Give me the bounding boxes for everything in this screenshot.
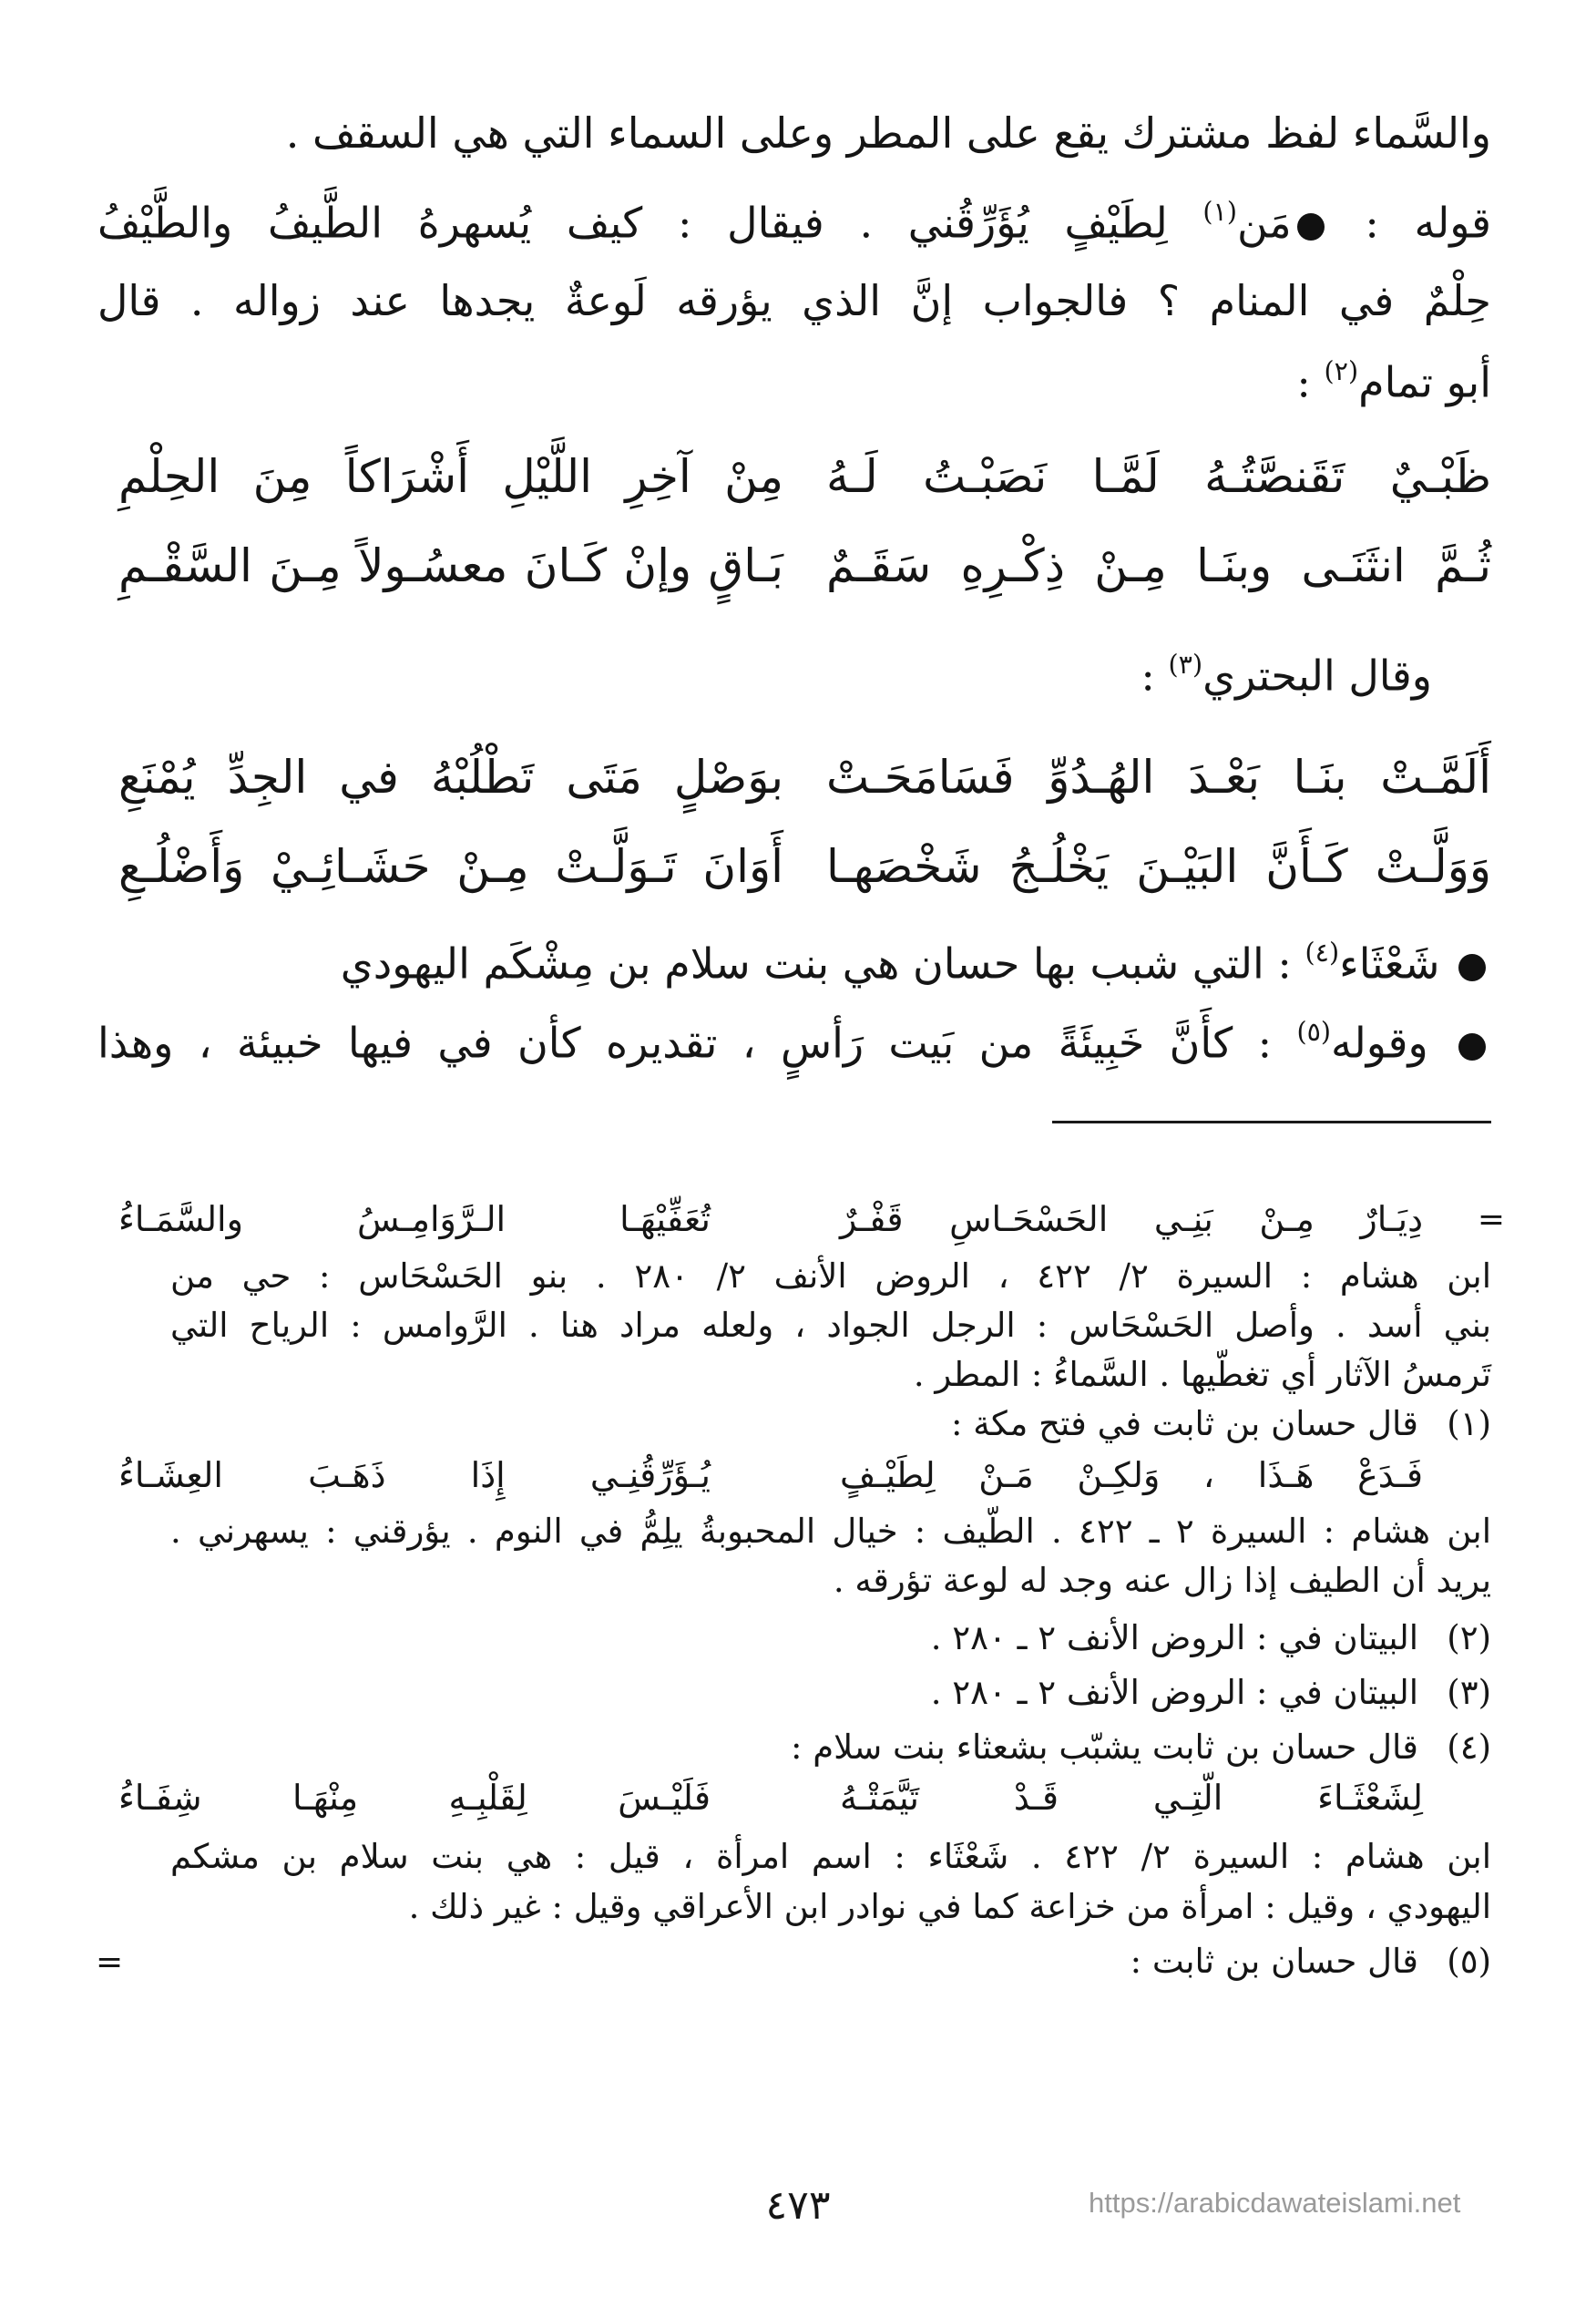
note-prev-line-3: تَرمسُ الآثار أي تغطّيها . السَّماءُ : المطر . [913, 1355, 1491, 1394]
main-line-2: قوله : مَن$^{(١)}$ لِطَيْفٍ يُؤَرِّقُني . فيقال : كيف يُسهرهُ الطَّيفُ والطَّيْفُ [97, 197, 1491, 248]
footnote-ref-3[interactable]: (٣) [1168, 650, 1203, 680]
main-line-5: وقال البحتري$^{(٣)}$ : [1141, 650, 1432, 701]
verse-4-first-hemistich: وَوَلَّـتْ كَـأَنَّ البَيْـنَ يَخْلُـجُ شَخْصَهـا [826, 840, 1491, 893]
verse-1-second-hemistich: مِنْ آخِرِ اللَّيْلِ أَشْرَاكاً مِنَ الحِلْمِ [118, 450, 783, 503]
footnote-number-1: (١) [1447, 1404, 1491, 1443]
footnote-number-4: (٤) [1447, 1728, 1491, 1767]
bullet-icon [1458, 954, 1486, 981]
verse-1-first-hemistich: ظَبْـيٌ تَقَنصَّتُـهُ لَمَّـا نَصَبْـتُ لَـهُ [826, 450, 1491, 503]
main-line-6: شَعْثَاء$^{(٤)}$ : التي شبب بها حسان هي بنت سلام بن مِشْكَم اليهودي [125, 937, 1491, 990]
verse-3-first-hemistich: أَلَمَّـتْ بنَـا بَعْـدَ الهُـدُوِّ فَسَامَحَـتْ [826, 751, 1491, 804]
footnote-ref-2[interactable]: (٢) [1324, 356, 1359, 386]
footnote-ref-1[interactable]: (١) [1202, 197, 1237, 227]
note-verse-first-hemistich: دِيَـارٌ مِـنْ بَنِـي الحَسْحَـاسِ قَفْـرٌ [840, 1199, 1423, 1239]
footnote-2: (٢)البيتان في : الروض الأنف ٢ ـ ٢٨٠ . [97, 1617, 1491, 1659]
continued-next-page-mark: = [96, 1943, 124, 1981]
footnote-4-verse-second-hemistich: فَلَيْـسَ لِقَلْبِـهِ مِنْهَـا شِفَـاءُ [118, 1778, 711, 1818]
verse-4-second-hemistich: أَوَانَ تَـوَلَّـتْ مِـنْ حَشَـائِـيْ وَأَضْلُـعِ [118, 840, 783, 893]
main-line-7: وقوله$^{(٥)}$ : كأَنَّ خَبِيئَةً من بَيت رَأسٍ ، تقديره كأن في فيها خبيئة ، وهذا [97, 1016, 1491, 1070]
footnote-3: (٣)البيتان في : الروض الأنف ٢ ـ ٢٨٠ . [97, 1672, 1491, 1714]
footnote-1-verse-first-hemistich: فَـدَعْ هَـذَا ، وَلكِـنْ مَـنْ لِطَيْـفٍ [840, 1455, 1423, 1495]
continuation-mark: = [1477, 1201, 1505, 1238]
main-line-3: حِلْمٌ في المنام ؟ فالجواب إنَّ الذي يؤرقه لَوعةٌ يجدها عند زواله . قال [97, 276, 1491, 325]
footnote-5: (٥)قال حسان بن ثابت : [97, 1941, 1491, 1983]
footnote-4-text-2: اليهودي ، وقيل : امرأة من خزاعة كما في نوادر ابن الأعراقي وقيل : غير ذلك . [408, 1887, 1491, 1926]
footnote-4-verse-first-hemistich: لِشَعْثَـاءَ الّتِـي قَـدْ تَيَّمَتْـهُ [840, 1778, 1423, 1818]
footnote-1-verse-second-hemistich: يُـؤَرِّقُنِـي إِذَا ذَهَـبَ العِشَـاءُ [118, 1455, 711, 1495]
page-number: ٤٧٣ [765, 2182, 831, 2229]
footnote-number-5: (٥) [1447, 1942, 1491, 1981]
footnote-number-3: (٣) [1447, 1673, 1491, 1712]
footnote-4: (٤)قال حسان بن ثابت يشبّب بشعثاء بنت سلام : [97, 1727, 1491, 1769]
main-line-1: والسَّماء لفظ مشترك يقع على المطر وعلى السماء التي هي السقف . [285, 108, 1491, 158]
footnote-separator [1052, 1121, 1491, 1123]
footnote-1: (١)قال حسان بن ثابت في فتح مكة : [97, 1403, 1491, 1445]
footnote-ref-4[interactable]: (٤) [1304, 938, 1340, 968]
verse-3-second-hemistich: بوَصْلٍ مَتَى تَطْلُبْهُ في الجِدِّ يُمْنَعِ [118, 751, 783, 804]
note-prev-line-2: بني أسد . وأصل الحَسْحَاس : الرجل الجواد ، ولعله مراد هنا . الرَّوامس : الرياح التي [170, 1306, 1491, 1345]
footnote-ref-5[interactable]: (٥) [1296, 1017, 1332, 1047]
main-line-4: أبو تمام$^{(٢)}$ : [1296, 356, 1491, 407]
watermark-url: https://arabicdawateislami.net [1089, 2187, 1461, 2219]
footnote-4-text-1: ابن هشام : السيرة ٢/ ٤٢٢ . شَعْثَاء : اسم امرأة ، قيل : هي بنت سلام بن مشكم [170, 1837, 1491, 1876]
note-prev-line-1: ابن هشام : السيرة ٢/ ٤٢٢ ، الروض الأنف ٢/ ٢٨٠ . بنو الحَسْحَاس : حي من [170, 1256, 1492, 1296]
verse-2-second-hemistich: بَـاقٍ وإنْ كَـانَ معسُـولاً مِـنَ السَّقْـمِ [118, 539, 783, 592]
verse-2-first-hemistich: ثُـمَّ انثَنَـى وبنَـا مِـنْ ذِكْـرِهِ سَقَـمٌ [826, 539, 1491, 592]
footnote-1-text-2: يريد أن الطيف إذا زال عنه وجد له لوعة تؤرقه . [833, 1561, 1491, 1600]
bullet-icon [1458, 1033, 1486, 1061]
bullet-icon [1297, 213, 1325, 241]
footnote-1-text-1: ابن هشام : السيرة ٢ ـ ٤٢٢ . الطّيف : خيال المحبوبةُ يلِمُّ في النوم . يؤرقني : يسهرني . [170, 1512, 1491, 1551]
footnote-number-2: (٢) [1447, 1618, 1491, 1657]
note-verse-second-hemistich: تُعَفِّيْهَـا الـرَّوَامِـسُ والسَّمَـاءُ [118, 1199, 711, 1239]
